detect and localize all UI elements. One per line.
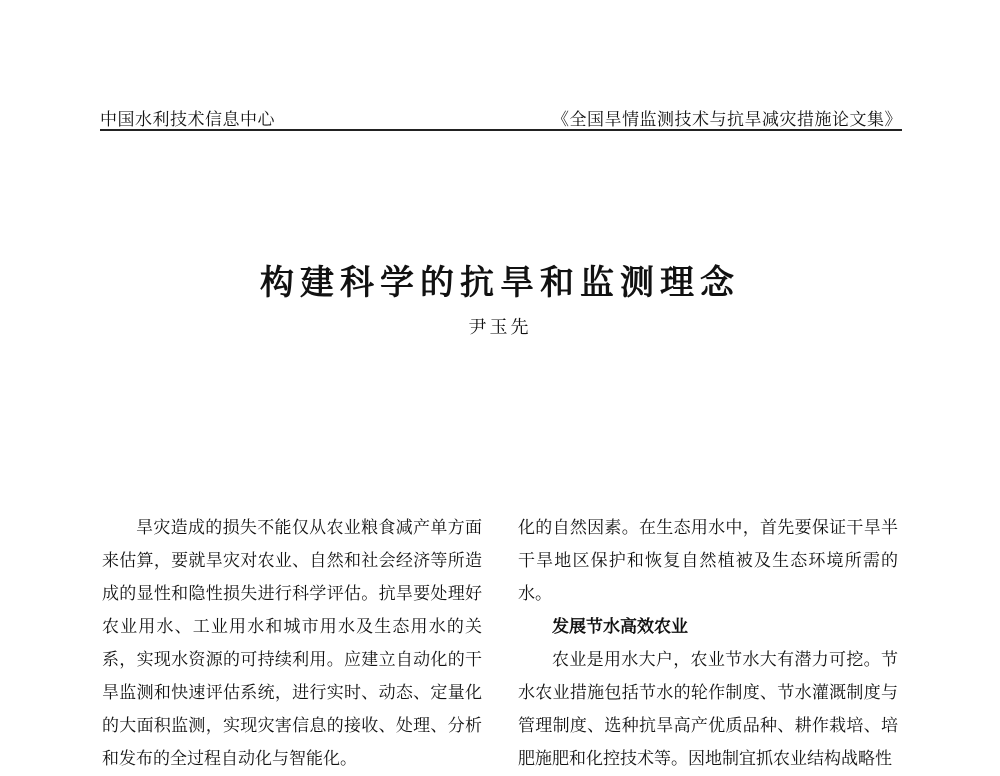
section-subheading: 发展节水高效农业 bbox=[552, 617, 688, 637]
article-author: 尹玉先 bbox=[468, 317, 532, 338]
header-publisher: 中国水利技术信息中心 bbox=[100, 110, 275, 130]
left-paragraph-1: 旱灾造成的损失不能仅从农业粮食减产单方面来估算，要就旱灾对农业、自然和社会经济等所造成的显性和隐性损失进行科学评估。抗旱要处理好农业用水、工业用水和城市用水及生态用水的关系，实现水资源的可持续利用。应建立自动化的干旱监测和快速评估系统，进行实时、动态、定量化的大面积监测，实现灾害信息的接收、处理、分析和发布的全过程自动化与智能化。 bbox=[102, 518, 482, 769]
right-column bbox=[518, 512, 898, 776]
left-column bbox=[102, 512, 482, 776]
right-paragraph-1: 化的自然因素。在生态用水中，首先要保证干旱半干旱地区保护和恢复自然植被及生态环境所需的水。 bbox=[518, 518, 898, 604]
right-paragraph-2: 农业是用水大户，农业节水大有潜力可挖。节水农业措施包括节水的轮作制度、节水灌溉制度与管理制度、选种抗旱高产优质品种、耕作栽培、培肥施肥和化控技术等。因地制宜抓农业结构战略性 bbox=[518, 650, 898, 769]
running-header bbox=[100, 103, 902, 131]
header-collection-title: 《全国旱情监测技术与抗旱减灾措施论文集》 bbox=[552, 110, 902, 130]
article-title: 构建科学的抗旱和监测理念 bbox=[260, 263, 740, 303]
